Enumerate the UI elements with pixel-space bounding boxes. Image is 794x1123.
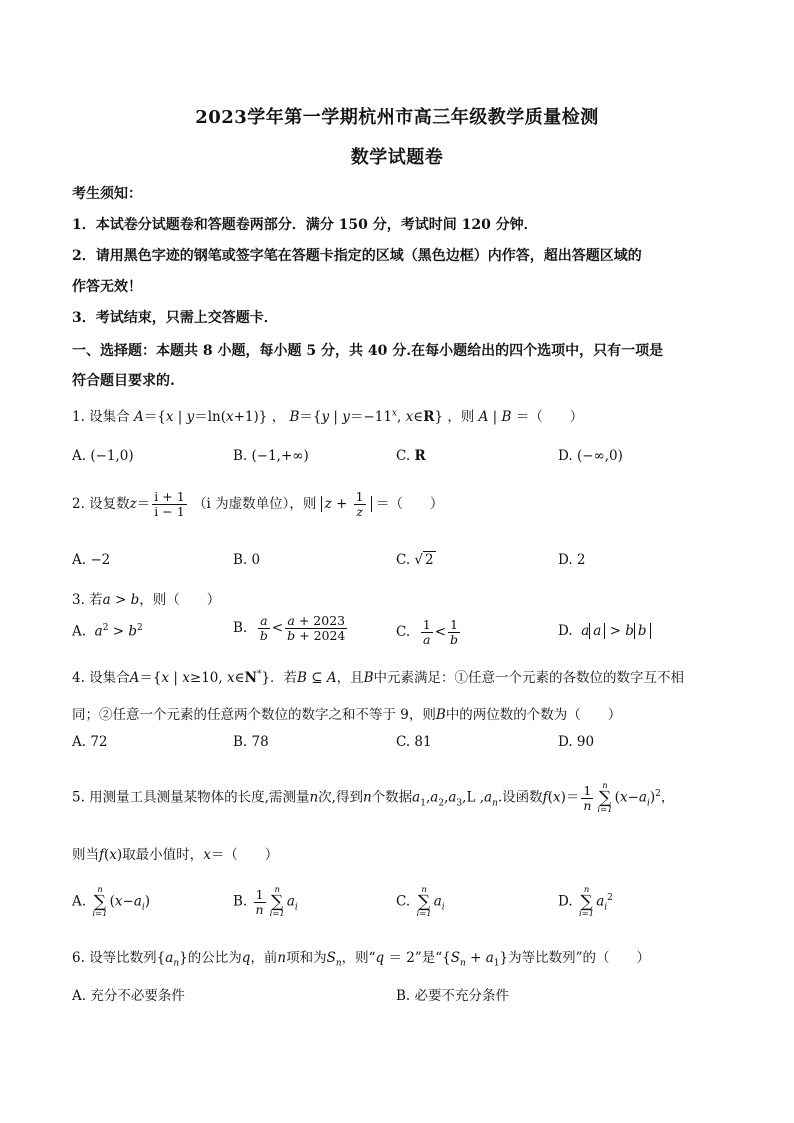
q3-option-a[interactable]: A. $a^2 > b^2$	[72, 623, 143, 640]
question-6: 6. 设等比数列$\{a_n\}$的公比为q，前n项和为$S_n$，则“q ＝ 2”是“$\{S_n + a_1\}$为等比数列”的（ ）	[72, 950, 651, 969]
question-3: 3. 若a > b，则（ ）	[72, 592, 221, 608]
q4-option-b[interactable]: B. 78	[233, 734, 269, 750]
question-4-line-1: 4. 设集合A＝{x | x≥10, x∈N*}．若B ⊆ A，且B中元素满足：①任意一个元素的各数位的数字互不相	[72, 669, 685, 686]
q4-option-c[interactable]: C. 81	[396, 734, 432, 750]
section-1-line-1: 一、选择题：本题共 8 小题，每小题 5 分，共 40 分.在每小题给出的四个选项中，只有一项是	[72, 343, 664, 359]
q1-suffix: ，则	[447, 409, 475, 425]
q1-set-a: A	[133, 409, 144, 425]
q3-option-d[interactable]: D. a a > b b	[558, 623, 651, 639]
q2-option-c[interactable]: C. √ 2	[396, 552, 434, 568]
page-subtitle: 数学试题卷	[350, 147, 444, 168]
notice-item-2a: 2．请用黑色字迹的钢笔或签字笔在答题卡指定的区域（黑色边框）内作答，超出答题区域的	[72, 248, 642, 264]
q3-option-c[interactable]: C. $\frac{1}{a}$ < $\frac{1}{b}$	[396, 617, 459, 647]
q5-option-b[interactable]: B. $\frac{1}{n}$ n ∑ i=1 $a_i$	[233, 885, 298, 920]
notice-item-1: 1．本试卷分试题卷和答题卷两部分．满分 150 分，考试时间 120 分钟．	[72, 217, 538, 233]
page-title: 2023学年第一学期杭州市高三年级教学质量检测	[195, 107, 599, 128]
question-4-line-2: 同；②任意一个元素的任意两个数位的数字之和不等于 9，则B中的两位数的个数为（ ）	[72, 707, 622, 723]
q1-option-b[interactable]: B. (−1,+∞)	[233, 448, 309, 464]
q4-option-a[interactable]: A. 72	[72, 734, 108, 750]
q1-option-c[interactable]: C. R	[396, 448, 426, 464]
q4-option-d[interactable]: D. 90	[558, 734, 595, 750]
q2-option-a[interactable]: A. −2	[72, 552, 111, 568]
q1-option-a[interactable]: A. (−1,0)	[72, 448, 134, 464]
q1-tail: ＝（ ）	[515, 409, 584, 425]
q1-option-d[interactable]: D. (−∞,0)	[558, 448, 623, 464]
q5-option-d[interactable]: D. n ∑ i=1 $a_i^2$	[558, 885, 613, 920]
question-2: 2. 设复数z＝ $\frac{i + 1}{i - 1}$ （i 为虚数单位），则 z + $\frac{1}{z}$ ＝（ ）	[72, 489, 444, 519]
q6-option-b[interactable]: B. 必要不充分条件	[396, 988, 510, 1004]
q1-set-b: B	[289, 409, 300, 425]
section-1-line-2: 符合题目要求的.	[72, 373, 175, 389]
q3-option-b[interactable]: B. $\frac{a}{b}$ < $\frac{a + 2023}{b + 2024}$	[233, 613, 346, 643]
notice-heading: 考生须知：	[72, 186, 142, 202]
q1-sep: ，	[271, 409, 286, 425]
q6-option-a[interactable]: A. 充分不必要条件	[72, 988, 185, 1004]
q1-prefix: 1. 设集合	[72, 409, 130, 425]
q5-option-c[interactable]: C. n ∑ i=1 $a_i$	[396, 885, 445, 920]
notice-item-3: 3．考试结束，只需上交答题卡．	[72, 310, 278, 326]
q5-option-a[interactable]: A. n ∑ i=1 $(x-a_i)$	[72, 885, 151, 920]
q2-option-b[interactable]: B. 0	[233, 552, 261, 568]
question-5-line-1: 5. 用测量工具测量某物体的长度,需测量n次,得到n个数据$a_1,a_2,a_3,L$ $,a_n$.设函数f(x)＝ $\frac{1}{n}$ n ∑ i=1 $(x-a_i)^2$，	[72, 781, 675, 816]
notice-item-2b: 作答无效！	[72, 279, 142, 295]
question-5-line-2: 则当f(x)取最小值时，x＝（ ）	[72, 847, 279, 863]
question-1: 1. 设集合 A＝{x | y＝ln(x+1)} ， B＝{y | $y=-11^x$, x∈R} ，则 A | B ＝（ ）	[72, 408, 584, 425]
q2-option-d[interactable]: D. 2	[558, 552, 586, 568]
